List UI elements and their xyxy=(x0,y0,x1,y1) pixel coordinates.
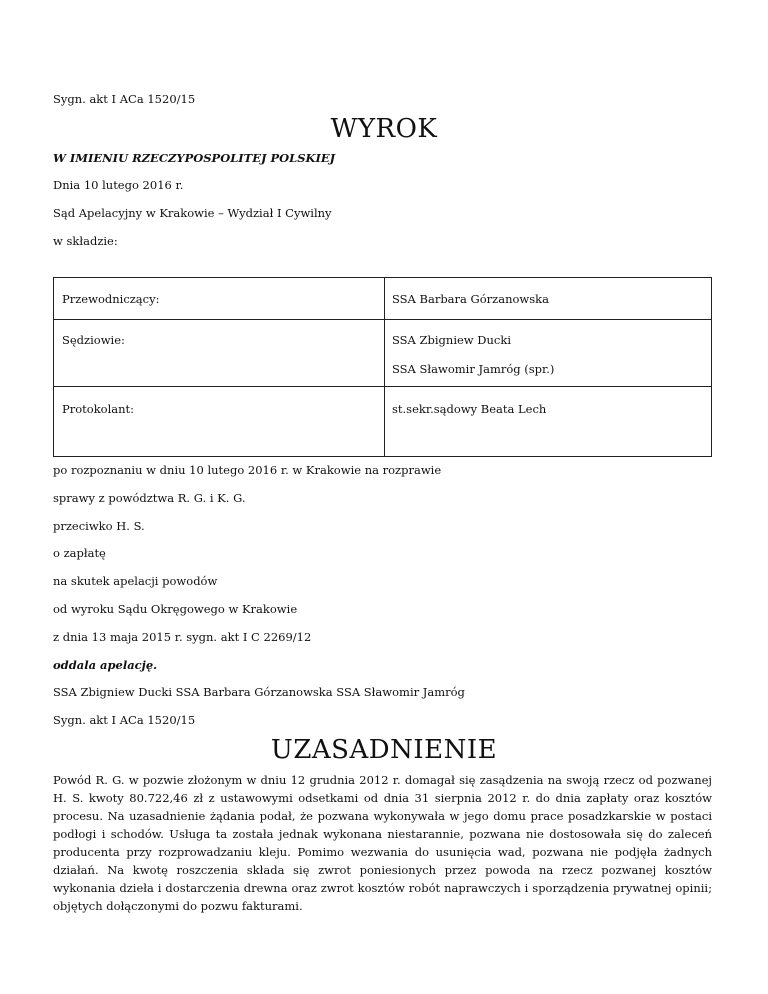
body-line-defendant: przeciwko H. S. xyxy=(53,519,145,533)
verdict-date: Dnia 10 lutego 2016 r. xyxy=(53,178,184,192)
body-line-lower-court: od wyroku Sądu Okręgowego w Krakowie xyxy=(53,602,298,616)
table-row-divider xyxy=(54,386,711,387)
table-value-judge-2: SSA Sławomir Jamróg (spr.) xyxy=(392,362,555,376)
table-value-chair: SSA Barbara Górzanowska xyxy=(392,292,549,306)
verdict-decision: oddala apelację. xyxy=(53,658,158,672)
table-label-judges: Sędziowie: xyxy=(62,333,125,347)
body-line-plaintiffs: sprawy z powództwa R. G. i K. G. xyxy=(53,491,246,505)
judges-signatures: SSA Zbigniew Ducki SSA Barbara Górzanowska SSA Sławomir Jamróg xyxy=(53,685,465,699)
body-line-lower-judgment: z dnia 13 maja 2015 r. sygn. akt I C 2269/12 xyxy=(53,630,312,644)
case-number-bottom: Sygn. akt I ACa 1520/15 xyxy=(53,713,196,727)
table-row-divider xyxy=(54,319,711,320)
justification-paragraph: Powód R. G. w pozwie złożonym w dniu 12 grudnia 2012 r. domagał się zasądzenia na swoją rzecz od pozwanej H. S. kwoty 80.722,46 zł z ustawowymi odsetkami od dnia 31 sierpnia 2012 r. do dnia zapłaty oraz kosztów procesu. Na uzasadnienie żądania podał, że pozwana wykonywała w jego domu prace posadzkarskie w postaci podłogi i schodów. Usługa ta została jednak wykonana niestarannie, pozwana nie dostosowała się do zaleceń producenta przy rozprowadzaniu kleju. Pomimo wezwania do usunięcia wad, pozwana nie podjęła żadnych działań. Na kwotę roszczenia składa się zwrot poniesionych przez powoda na rzecz pozwanej kosztów wykonania dzieła i dostarczenia drewna oraz zwrot kosztów robót naprawczych i sporządzenia prywatnej opinii; objętych dołączonymi do pozwu fakturami. xyxy=(53,773,712,913)
court-name: Sąd Apelacyjny w Krakowie – Wydział I Cywilny xyxy=(53,206,332,220)
table-value-judge-1: SSA Zbigniew Ducki xyxy=(392,333,512,347)
table-column-divider xyxy=(384,278,385,456)
body-line-appeal: na skutek apelacji powodów xyxy=(53,574,218,588)
composition-label: w składzie: xyxy=(53,234,118,248)
body-line-hearing: po rozpoznaniu w dniu 10 lutego 2016 r. w Krakowie na rozprawie xyxy=(53,463,442,477)
verdict-title: WYROK xyxy=(330,114,438,144)
body-line-subject: o zapłatę xyxy=(53,546,106,560)
table-value-clerk: st.sekr.sądowy Beata Lech xyxy=(392,402,547,416)
composition-table xyxy=(53,277,712,457)
case-number-top: Sygn. akt I ACa 1520/15 xyxy=(53,92,196,106)
justification-title: UZASADNIENIE xyxy=(270,735,498,765)
verdict-subtitle: W IMIENIU RZECZYPOSPOLITEJ POLSKIEJ xyxy=(53,151,336,165)
table-label-clerk: Protokolant: xyxy=(62,402,135,416)
table-label-chair: Przewodniczący: xyxy=(62,292,160,306)
